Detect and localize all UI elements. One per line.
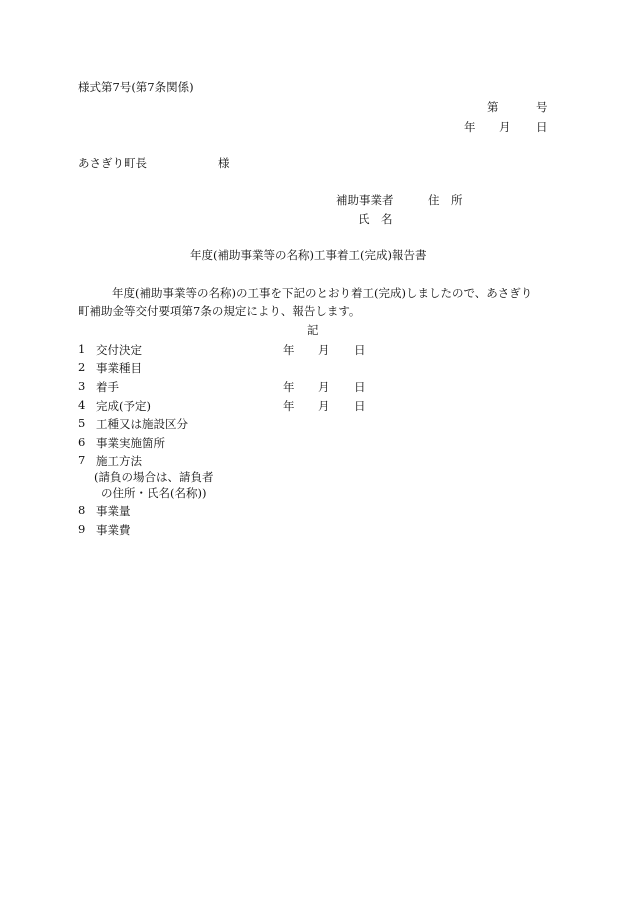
item-number: 2 (78, 360, 86, 374)
item-label: 完成(予定) (96, 399, 151, 413)
date-day: 日 (536, 120, 548, 134)
item-number: 6 (78, 435, 86, 449)
applicant-name-label: 氏 名 (358, 212, 393, 226)
doc-number-go: 号 (536, 100, 548, 114)
item-label: 施工方法 (96, 454, 142, 468)
item-row-5 (78, 416, 378, 430)
item-month: 月 (318, 399, 330, 413)
item-row-8 (78, 503, 378, 517)
document-title: 年度(補助事業等の名称)工事着工(完成)報告書 (190, 248, 427, 262)
item-label: 着手 (96, 380, 119, 394)
item-month: 月 (318, 380, 330, 394)
item-row-3 (78, 379, 378, 393)
item-label: 事業実施箇所 (96, 436, 165, 450)
item-year: 年 (283, 380, 295, 394)
ki-heading: 記 (307, 323, 319, 337)
item-year: 年 (283, 399, 295, 413)
item-row-2 (78, 360, 378, 374)
item-number: 9 (78, 522, 86, 536)
item-label: 交付決定 (96, 343, 142, 357)
item-row-9 (78, 522, 378, 536)
date-year: 年 (464, 120, 476, 134)
form-number: 様式第7号(第7条関係) (78, 80, 194, 94)
item-number: 3 (78, 379, 86, 393)
applicant-address-label: 住 所 (428, 193, 463, 207)
item-label: 事業費 (96, 523, 131, 537)
body-line-1: 年度(補助事業等の名称)の工事を下記のとおり着工(完成)しましたので、あさぎり (112, 286, 533, 300)
applicant-label: 補助事業者 (336, 193, 394, 207)
item-day: 日 (354, 380, 366, 394)
item-row-1 (78, 342, 378, 356)
date-month: 月 (499, 120, 511, 134)
item-label: 事業量 (96, 504, 131, 518)
item-year: 年 (283, 343, 295, 357)
item-row-4 (78, 398, 378, 412)
item-number: 7 (78, 453, 86, 467)
item-day: 日 (354, 399, 366, 413)
item-label: 事業種目 (96, 361, 142, 375)
addressee-name: あさぎり町長 (78, 156, 147, 170)
item-day: 日 (354, 343, 366, 357)
body-paragraph (78, 284, 548, 320)
item-row-6 (78, 435, 378, 449)
body-line-2: 町補助金等交付要項第7条の規定により、報告します。 (78, 304, 361, 318)
item-number: 1 (78, 342, 86, 356)
item-7-note-2: の住所・氏名(名称)) (101, 486, 207, 500)
item-label: 工種又は施設区分 (96, 417, 188, 431)
addressee-honorific: 様 (218, 156, 230, 170)
item-number: 8 (78, 503, 86, 517)
item-number: 5 (78, 416, 86, 430)
item-row-7 (78, 453, 378, 467)
item-7-note-1: (請負の場合は、請負者 (94, 470, 214, 484)
item-month: 月 (318, 343, 330, 357)
item-number: 4 (78, 398, 86, 412)
doc-number-dai: 第 (487, 100, 499, 114)
